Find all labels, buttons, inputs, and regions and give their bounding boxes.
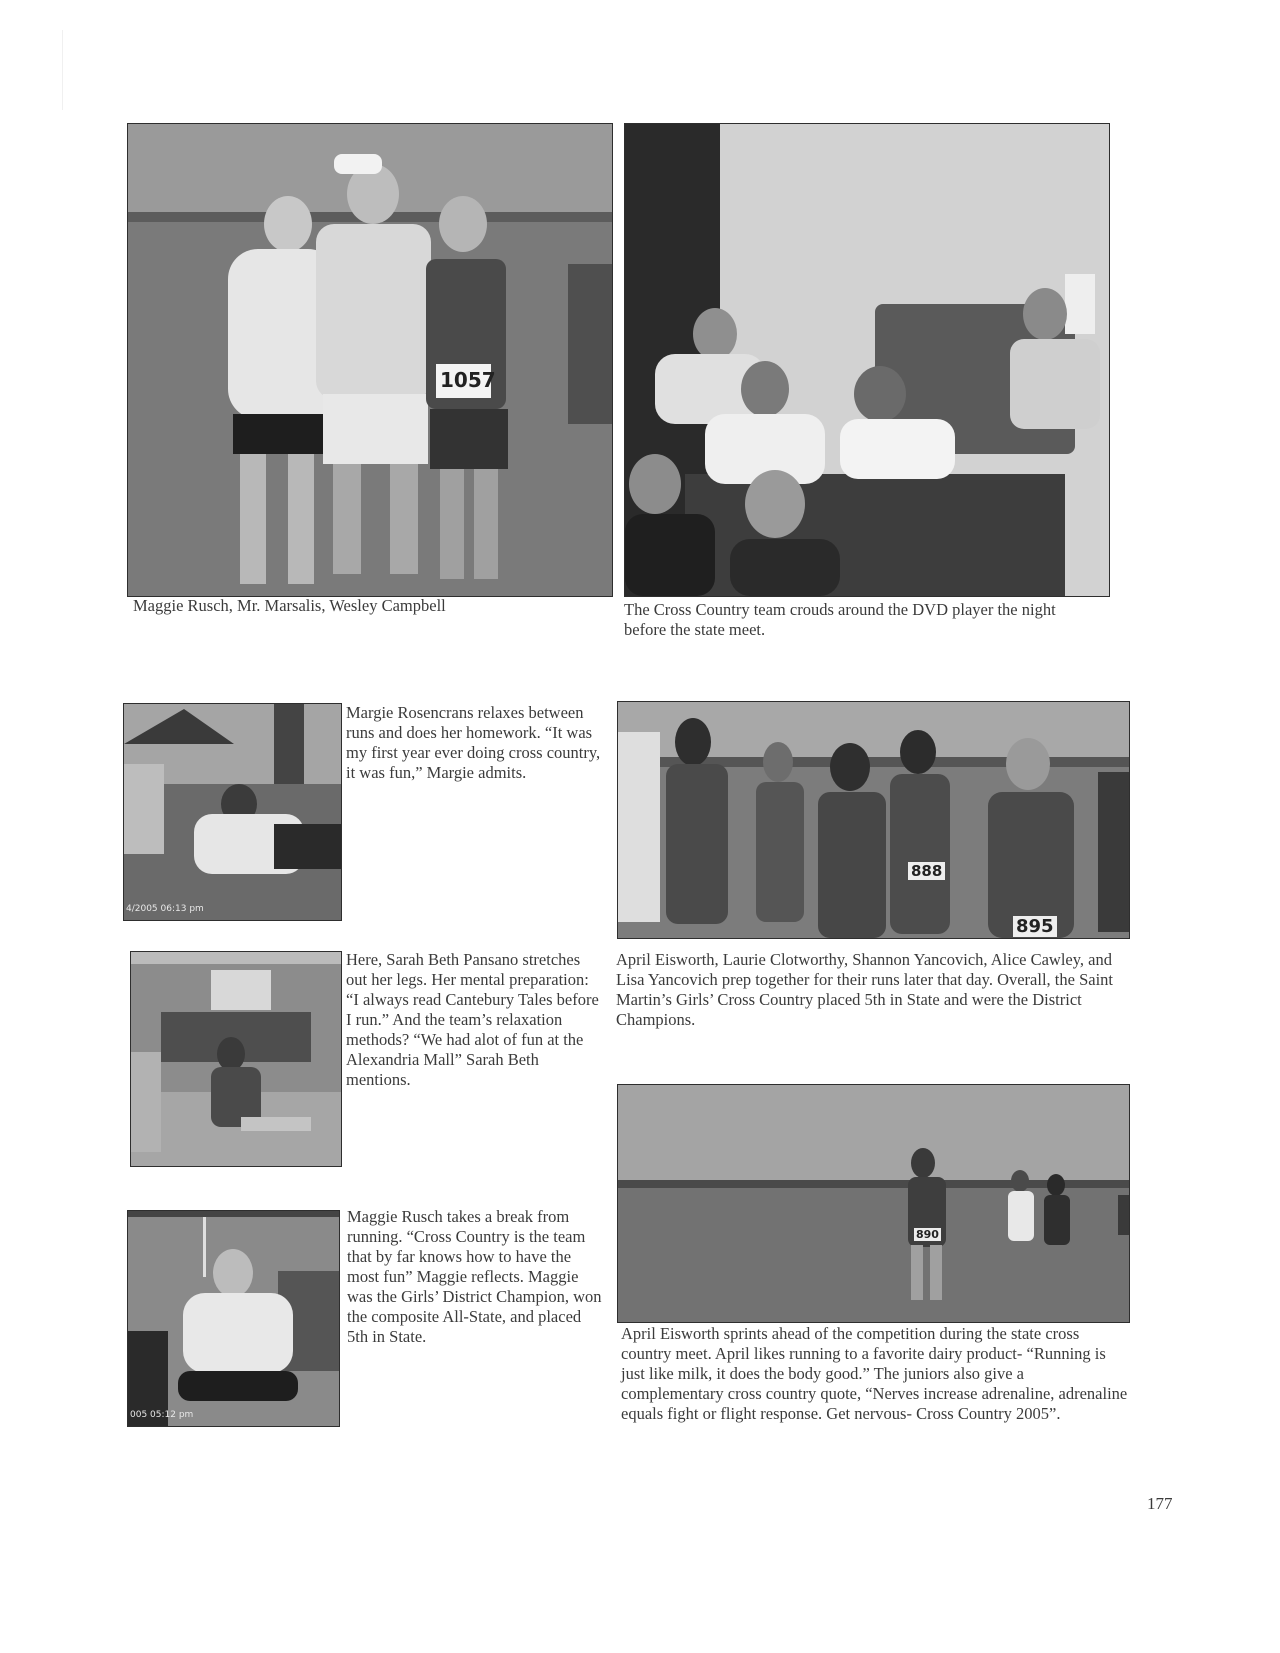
photo-timestamp-partial: 4/2005 06:13 pm xyxy=(126,904,204,914)
photo-maggie-break xyxy=(127,1210,340,1427)
caption-margie-relax: Margie Rosencrans relaxes between runs and does her homework. “It was my first year ever doing cross country, it was fun,” Margie admits. xyxy=(346,703,601,782)
photo-april-sprint-image xyxy=(618,1085,1129,1322)
caption-sarah-stretch: Here, Sarah Beth Pansano stretches out her legs. Her mental preparation: “I always read Cantebury Tales before I run.” And the team’s relaxation methods? “We had alot of fun at the Alexandria Mall” Sarah Beth mentions. xyxy=(346,950,599,1089)
bib-number: 1057 xyxy=(440,368,496,392)
photo-coach-group xyxy=(127,123,613,597)
photo-girls-team xyxy=(617,701,1130,939)
caption-girls-team: April Eisworth, Laurie Clotworthy, Shannon Yancovich, Alice Cawley, and Lisa Yancovich prep together for their runs later that day. Overall, the Saint Martin’s Girls’ Cross Country placed 5th in State and were the District Champions. xyxy=(616,950,1113,1029)
caption-april-sprint: April Eisworth sprints ahead of the competition during the state cross country meet. April likes running to a favorite dairy product- “Running is just like milk, it does the body good.” The juniors also give a complementary cross country quote, “Nerves increase adrenaline, adrenaline equals fight or flight response. Get nervous- Cross Country 2005”. xyxy=(621,1324,1128,1423)
photo-girls-team-image xyxy=(618,702,1129,938)
photo-sarah-stretch xyxy=(130,951,342,1167)
photo-timestamp: 005 05:12 pm xyxy=(130,1410,194,1420)
bib-number: 888 xyxy=(908,862,945,880)
photo-coach-group-image xyxy=(128,124,612,596)
photo-april-sprint xyxy=(617,1084,1130,1323)
photo-dvd-room xyxy=(624,123,1110,597)
page-number: 177 xyxy=(1147,1494,1173,1513)
page-edge-mark xyxy=(62,30,63,110)
photo-sarah-stretch-image xyxy=(131,952,341,1166)
caption-dvd-room: The Cross Country team crouds around the DVD player the night before the state meet. xyxy=(624,600,1056,639)
caption-coach-group: Maggie Rusch, Mr. Marsalis, Wesley Campbell xyxy=(133,596,446,615)
bib-number: 895 xyxy=(1013,916,1057,937)
photo-margie-relax xyxy=(123,703,342,921)
caption-maggie-break: Maggie Rusch takes a break from running. “Cross Country is the team that by far knows how to have the most fun” Maggie reflects. Maggie was the Girls’ District Champion, won the composite All-State, and placed 5th in State. xyxy=(347,1207,602,1346)
photo-maggie-break-image xyxy=(128,1211,339,1426)
photo-margie-relax-image xyxy=(124,704,341,920)
bib-number: 890 xyxy=(916,1228,939,1241)
photo-dvd-room-image xyxy=(625,124,1109,596)
